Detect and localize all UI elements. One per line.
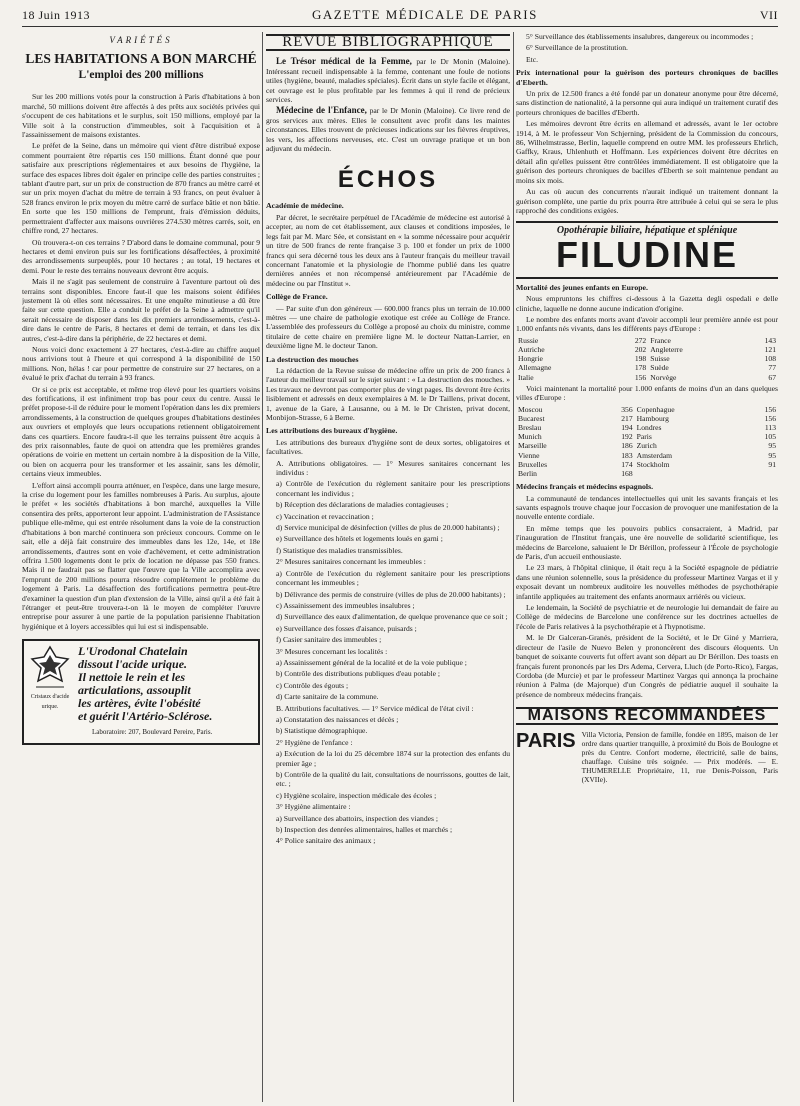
mortality-value: 156 bbox=[764, 404, 776, 414]
news-paragraph: — Par suite d'un don généreux — 600.000 francs plus un terrain de 10.000 mètres — une chaire de pathologie exotique est créée au Collège de France. L'assemblée des professeurs du Collège a proposé au choix du ministre, comme titulaire de cette chaire en première ligne M. le docteur Nattan-Larrier, en deuxième ligne M. le docteur Tanon. bbox=[266, 303, 510, 351]
hygiene-list-item: 4° Police sanitaire des animaux ; bbox=[276, 836, 376, 846]
hygiene-list-item: c) Assainissement des immeubles insalubres ; bbox=[276, 600, 415, 610]
mortality-value: 143 bbox=[764, 335, 776, 345]
hygiene-list-item: d) Surveillance des eaux d'alimentation, de quelque provenance que ce soit ; bbox=[276, 612, 508, 622]
news-paragraph: Nous empruntons les chiffres ci-dessous à la Gazetta degli ospedali e delle cliniche, laquelle ne donne aucune indication d'origine. bbox=[516, 294, 778, 313]
article-paragraph: Sur les 200 millions votés pour la construction à Paris d'habitations à bon marché, 50 millions doivent être affectés à des prêts aux sociétés privées qui s'occupent de ces habitations et le surplus, soit 150 millions, employé par la Ville soit à la construction d'immeubles, soit à l'acquisition et à l'assainissement de maisons existantes. bbox=[22, 92, 260, 140]
news-paragraph: Le nombre des enfants morts avant d'avoir accompli leur première année est pour 1.000 enfants nés vivants, dans les différents pays d'Europe : bbox=[516, 314, 778, 334]
ad-line: articulations, assouplit bbox=[78, 683, 191, 698]
hygiene-list-item: e) Surveillance des fosses d'aisance, puisards ; bbox=[276, 623, 417, 633]
article-paragraph: Le préfet de la Seine, dans un mémoire qui vient d'être distribué expose comment pourraient être répartis ces 150 millions. Étant donné que pour satisfaire aux prescriptions réglementaires et aux besoins de l'hygiène, la surface des espaces libres doit égaler en principe celle des parties construites ; tablant d'autre part, sur un prix de construction de 870 francs au mètre carré et sur un prix moyen d'achat du mètre de terrain à 93 francs, on peut évaluer à 528 francs environ le prix moyen du mètre carré de surface bâtie et non bâtie. En sorte que les 150 millions de l'emprunt, frais d'émission déduits, permettraient d'affecter aux maisons ouvrières 274.530 mètres carrés, soit, en chiffre rond, 27 hectares. bbox=[22, 141, 260, 236]
header-title: GAZETTE MÉDICALE DE PARIS bbox=[311, 7, 538, 22]
city-row bbox=[516, 432, 778, 441]
hygiene-list-item: a) Surveillance des abattoirs, inspection des viandes ; bbox=[276, 813, 438, 823]
place-name: Paris bbox=[636, 432, 652, 442]
country-row bbox=[516, 336, 778, 345]
article-paragraph: Mais il ne s'agit pas seulement de construire à l'aventure partout où des terrains sont disponibles. Encore faut-il que les maisons soient édifiées justement là où elles sont nécessaires. Et une enquête minutieuse a dû être faite sur cette question. Elle a conduit le préfet de la Seine à admettre qu'il serait nécessaire de disposer dans les dix premiers arrondissements, c'est-à-dire dans le centre de Paris, 8 hectares et demi de terrain, et dans les dix autres, c'est-à-dire dans la périphérie, de 22 hectares et demi. bbox=[22, 277, 260, 343]
mortality-value: 156 bbox=[764, 413, 776, 423]
mortality-value: 194 bbox=[621, 422, 633, 432]
mortality-value: 91 bbox=[768, 459, 776, 469]
filudine-subtitle: Opothérapie biliaire, hépatique et splénique bbox=[556, 225, 738, 237]
hygiene-list-item: 2° Mesures sanitaires concernant les immeubles : bbox=[276, 557, 426, 567]
hygiene-list-item: d) Carte sanitaire de la commune. bbox=[276, 692, 379, 702]
article-paragraph: Où trouvera-t-on ces terrains ? D'abord dans le domaine communal, pour 9 hectares et demi environ puis sur les fortifications désaffectées, à proximité des arrondissements surpeuplés, pour 10 hectares ; au total, 19 hectares et demi. Pour le reste des terrains nouveaux devront être acquis. bbox=[22, 237, 260, 275]
hygiene-list-item: 2° Hygiène de l'enfance : bbox=[276, 737, 353, 747]
news-paragraph: Voici maintenant la mortalité pour 1.000 enfants de moins d'un an dans quelques villes d'Europe : bbox=[516, 383, 778, 403]
news-paragraph: Les mémoires devront être écrits en allemand et adressés, avant le 1er octobre 1914, à M. le professeur Von Schjerning, président de la Commission du concours, 86, Wilhelmstrasse, Berlin, laquelle comprend en outre MM. les professeurs Ehrlich, Gaffky, Kraus, Uhlenhuth et Hoffmann. Les expériences doivent être décrites en détail afin qu'elles puissent être contrôlées immédiatement. Il est obligatoire que la guérison des porteurs chroniques de bacilles d'Eberth se soit maintenue pendant au moins six mois. bbox=[516, 119, 778, 185]
ad-line: L'Urodonal Chatelain bbox=[78, 644, 188, 659]
article-paragraph: L'effort ainsi accompli pourra atténuer, en l'espèce, dans une large mesure, la crise du logement pour les familles nombreuses à Paris. Au surplus, ajoute le préfet « les sociétés d'habitations à bon marché, auxquelles la Ville consentira des prêts, apporteront leur appoint. L'administration de l'Assistance publique elle-même, qui est entrée résolument dans la voie de la construction d'habitations à bon marché continuera son précieux concours. Comme on le sait, elle a déjà fait construire des immeubles dans les 12e, 14e, et 18e arrondissements, d'autres sont en voie d'achèvement, et cette administration offrira 1.500 logements dont le prix de location ne dépasse pas 550 francs. Mais il ne faudrait pas se flatter que l'œuvre que la Ville accomplira avec l'emprunt de 200 millions pourra résoudre complètement le problème du logement à Paris. La désaffection des fortifications permettra peut-être d'examiner la question d'un plan d'extension de la Ville, ainsi qu'il a été fait à l'étranger et peut-être trouvera-t-on là le moyen de compléter l'œuvre entreprise pour assurer à une partie de la population parisienne l'habitation hygiénique et à loyers accessibles qui lui est si indispensable. bbox=[22, 480, 260, 631]
place-name: Angleterre bbox=[650, 344, 683, 354]
ad-line: et guérit l'Artério-Sclérose. bbox=[78, 709, 213, 724]
place-name: Hambourg bbox=[636, 413, 669, 423]
hygiene-list-item: b) Inspection des denrées alimentaires, halles et marchés ; bbox=[276, 825, 453, 835]
mortality-value: 121 bbox=[764, 344, 776, 354]
column-1 bbox=[22, 32, 260, 1102]
news-subheading: Les attributions des bureaux d'hygiène. bbox=[266, 426, 398, 436]
mortality-value: 113 bbox=[764, 422, 776, 432]
news-subheading: Collège de France. bbox=[266, 292, 328, 302]
hygiene-list-item: f) Casier sanitaire des immeubles ; bbox=[276, 635, 382, 645]
book-review: par le Dr Monin (Maloine). Intéressant recueil indispensable à la femme, contenant une foule de notions utiles (hygiène, beauté, maladies spéciales). Écrit dans un style facile et élégant, cet ouvrage est le plus profitable par les femmes à qui il rend de précieux services. bbox=[266, 57, 510, 105]
hygiene-list-item: d) Service municipal de désinfection (villes de plus de 20.000 habitants) ; bbox=[276, 523, 500, 533]
city-row bbox=[516, 469, 778, 478]
mortality-value: 217 bbox=[621, 413, 633, 423]
country-row bbox=[516, 345, 778, 354]
filudine-title: FILUDINE bbox=[556, 233, 738, 275]
countries-mortality-table bbox=[516, 336, 778, 382]
section-rubric: VARIÉTÉS bbox=[109, 35, 173, 45]
place-name: Munich bbox=[518, 432, 542, 442]
hygiene-list-item: b) Contrôle de la qualité du lait, consultations de nourrissons, gouttes de lait, etc. ; bbox=[276, 770, 510, 789]
article-subtitle: L'emploi des 200 millions bbox=[78, 69, 204, 82]
hygiene-list-item: b) Contrôle des distributions publiques d'eau potable ; bbox=[276, 669, 440, 679]
place-name: Suisse bbox=[650, 354, 670, 364]
city-row bbox=[516, 414, 778, 423]
place-name: Copenhague bbox=[636, 404, 675, 414]
country-row bbox=[516, 363, 778, 372]
ad-text bbox=[78, 645, 212, 739]
mortality-value: 108 bbox=[764, 354, 776, 364]
hygiene-list-item: e) Surveillance des hôtels et logements loués en garni ; bbox=[276, 534, 443, 544]
mortality-value: 168 bbox=[621, 469, 633, 478]
crystal-icon bbox=[30, 645, 70, 691]
hygiene-list-item: b) Réception des déclarations de maladies contagieuses ; bbox=[276, 500, 449, 510]
mortality-value: 77 bbox=[768, 363, 776, 373]
hygiene-list-item: a) Exécution de la loi du 25 décembre 1874 sur la protection des enfants du premier âge ; bbox=[276, 749, 510, 768]
place-name: Hongrie bbox=[518, 354, 543, 364]
city-row bbox=[516, 423, 778, 432]
hygiene-list-item: b) Délivrance des permis de construire (villes de plus de 20.000 habitants) ; bbox=[276, 589, 506, 599]
news-paragraph: Au cas où aucun des concurrents n'aurait indiqué un traitement donnant la guérison complète, une partie du prix pourra être attribuée à celui qui se sera le plus rapproché des conditions exigées. bbox=[516, 187, 778, 215]
mortality-value: 105 bbox=[764, 432, 776, 442]
place-name: Londres bbox=[636, 422, 662, 432]
column-divider bbox=[262, 32, 263, 1102]
mortality-value: 67 bbox=[768, 372, 776, 382]
hygiene-list-item: B. Attributions facultatives. — 1° Service médical de l'état civil : bbox=[276, 703, 474, 713]
column-divider bbox=[513, 32, 514, 1102]
ad-logo-caption: Cristaux d'acide urique. bbox=[30, 694, 70, 710]
mortality-value bbox=[752, 469, 778, 478]
place-name: Stockholm bbox=[636, 459, 670, 469]
place-name: Amsterdam bbox=[636, 450, 673, 460]
place-name: Breslau bbox=[518, 422, 542, 432]
place-name: Marseille bbox=[518, 441, 547, 451]
filudine-advertisement bbox=[516, 221, 778, 278]
hygiene-list-item: A. Attributions obligatoires. — 1° Mesures sanitaires concernant les individus : bbox=[276, 458, 510, 478]
news-subheading: Médecins français et médecins espagnols. bbox=[516, 482, 654, 492]
list-item: 6° Surveillance de la prostitution. bbox=[526, 43, 628, 53]
hygiene-list-item: a) Contrôle de l'exécution du règlement sanitaire pour les prescriptions concernant les immeubles ; bbox=[276, 568, 510, 588]
place-name: Bucarest bbox=[518, 413, 545, 423]
echos-heading: ÉCHOS bbox=[337, 166, 439, 194]
news-subheading: Mortalité des jeunes enfants en Europe. bbox=[516, 282, 648, 292]
mortality-value: 272 bbox=[634, 335, 647, 345]
news-paragraph: La rédaction de la Revue suisse de médecine offre un prix de 200 francs à l'auteur du meilleur travail sur le sujet suivant : « La destruction des mouches. » Les travaux ne devront pas comporter plus de vingt pages. Ils devront être écrits lisiblement et adressés en deux exemplaires à M. le Dr Taillens, privat docent, 1, avenue de la Gare, à Lausanne, ou à M. le Dr Christen, privat docent, Monbijon-Strasse, 6 à Berne. bbox=[266, 365, 510, 422]
hygiene-list-item: c) Contrôle des égouts ; bbox=[276, 680, 349, 690]
country-row bbox=[516, 354, 778, 363]
news-paragraph: En même temps que les pouvoirs publics consacraient, à Madrid, par l'inauguration de l'Institut français, une ère nouvelle de solidarité scientifique, les médecins de Barcelone, saluaient le Dr Bérillon, professeur à l'École de psychologie de Paris, d'un accueil enthousiaste. bbox=[516, 523, 778, 562]
book-title: Le Trésor médical de la Femme, bbox=[276, 56, 412, 67]
mortality-value: 183 bbox=[621, 450, 633, 460]
mortality-value: 198 bbox=[634, 354, 647, 364]
column-3 bbox=[516, 32, 778, 1102]
ad-illustration bbox=[28, 645, 72, 739]
header-date: 18 Juin 1913 bbox=[22, 7, 91, 22]
hygiene-list-item: a) Constatation des naissances et décès ; bbox=[276, 714, 399, 724]
article-paragraph: Or si ce prix est acceptable, et même trop élevé pour les quartiers voisins des fortifications, il est infiniment trop bas pour ceux du centre. Aussi le préfet propose-t-il de réduire pour le moment l'opération dans les dix premiers arrondissements, à la construction de quelques groupes d'habitations destinées aux ouvriers et employés que leurs occupations retiennent obligatoirement dans ces quartiers. Encore faudra-t-il que les terrains puissent être acquis à des prix raisonnables, faute de quoi on attendra que les premières grandes opérations de voirie en mettent un certain nombre à la disposition de la Ville, ou bien on acquerra pour les transformer et les assainir, sans les démolir, certains vieux immeubles. bbox=[22, 384, 260, 479]
paris-listing bbox=[516, 730, 778, 784]
city-row bbox=[516, 405, 778, 414]
hygiene-list-item: a) Assainissement général de la localité et de la voie publique ; bbox=[276, 657, 467, 667]
ad-line: dissout l'acide urique. bbox=[78, 657, 188, 672]
mortality-value: 356 bbox=[621, 404, 633, 414]
place-name: Norvège bbox=[650, 372, 677, 382]
hygiene-list-item: b) Statistique démographique. bbox=[276, 726, 368, 736]
place-name: Italie bbox=[518, 372, 534, 382]
column-2 bbox=[266, 32, 510, 1102]
place-name: Berlin bbox=[518, 469, 537, 478]
city-row bbox=[516, 441, 778, 450]
news-subheading: Prix international pour la guérison des porteurs chroniques de bacilles d'Eberth. bbox=[516, 68, 778, 87]
urodonal-advertisement bbox=[22, 639, 260, 745]
place-name: Zurich bbox=[636, 441, 657, 451]
news-paragraph: Le 23 mars, à l'hôpital clinique, il était reçu à la Société espagnole de pédiatrie dans une réunion solennelle, sous la présidence du professeur Martinez Vargas et il y exposait devant un nombreux auditoire les nouvelles méthodes de psychothérapie infantile appliquées au traitement des enfants anormaux arriérés ou vicieux. bbox=[516, 563, 778, 601]
hygiene-list-item: a) Contrôle de l'exécution du règlement sanitaire pour les prescriptions concernant les individus ; bbox=[276, 479, 510, 498]
article-title: LES HABITATIONS A BON MARCHÉ bbox=[25, 51, 257, 67]
book-title: Médecine de l'Enfance, bbox=[276, 105, 367, 116]
news-paragraph: Un prix de 12.500 francs a été fondé par un donateur anonyme pour être décerné, sans distinction de nationalité, à la personne qui aura indiqué un traitement curatif des porteurs chroniques de bacilles d'Eberth. bbox=[516, 89, 778, 117]
mortality-value: 156 bbox=[634, 372, 647, 382]
maisons-heading: MAISONS RECOMMANDÉES bbox=[516, 707, 778, 724]
news-paragraph: La communauté de tendances intellectuelles qui unit les savants français et les savants espagnols trouve chaque jour l'occasion de provoquer une manifestation de la nouvelle entente cordiale. bbox=[516, 493, 778, 522]
news-subheading: La destruction des mouches bbox=[266, 354, 359, 364]
news-paragraph: M. le Dr Galceran-Granés, président de la Société, et le Dr Giné y Marriera, directeur de l'asile de Nuevo Belen y prononcèrent des discours éloquents. Un banquet de soixante couverts fut offert avant son départ au Dr Bérillon. Des toasts en français furent prononcés par les Drs Adema, Cervera, Lluch (de Porto-Rico), Fargas, Cordoba (de Murcie) et par le professeur Martinez Vargas qui annonça la prochaine réunion à Palma (de Majorque) d'un Congrès de pédiatrie auquel il souhaite la présence de nombreux médecins français. bbox=[516, 633, 778, 699]
ad-line: les artères, évite l'obésité bbox=[78, 696, 201, 711]
list-item: 5° Surveillance des établissements insalubres, dangereux ou incommodes ; bbox=[526, 32, 754, 41]
cities-mortality-table bbox=[516, 405, 778, 479]
hygiene-list-item: 3° Mesures concernant les localités : bbox=[276, 646, 388, 656]
paris-text: Villa Victoria, Pension de famille, fondée en 1895, maison de 1er ordre dans quartier tranquille, à proximité du Bois de Boulogne et près du Centre. Confort moderne, électricité, salle de bains, chauffage. Cuisine très soignée. — Prix modérés. — E. THUMERELLE Propriétaire, 11, rue Denis-Poisson, Paris (XVIIe). bbox=[581, 729, 778, 784]
hygiene-list bbox=[266, 459, 510, 846]
news-paragraph: Par décret, le secrétaire perpétuel de l'Académie de médecine est autorisé à accepter, au nom de cet établissement, aux clauses et conditions imposées, le legs fait par M. Marc Sée, et consistant en « la somme nécessaire pour acquérir un titre de 500 francs de rente française 3 p. 100 et fonder un prix de 1000 francs qui sera décerné tous les deux ans à l'auteur français du meilleur travail concernant l'anatomie et la physiologie de l'homme publié dans les quatre dernières années et non récompensé antérieurement par l'Académie de médecine ou par l'Institut ». bbox=[266, 212, 510, 288]
article-paragraph: Nous voici donc exactement à 27 hectares, c'est-à-dire au chiffre auquel nous arrivions tout à l'heure et qui correspond à la disponibilité de 150 millions. Non, hélas ! car pour permettre de construire sur 27 hectares, on a évalué le prix d'achat du terrain à 93 francs. bbox=[22, 344, 260, 383]
ad-line: Il nettoie le rein et les bbox=[78, 670, 185, 685]
mortality-value: 95 bbox=[768, 450, 776, 460]
place-name: Russie bbox=[518, 335, 539, 345]
city-row bbox=[516, 451, 778, 460]
place-name: France bbox=[650, 335, 671, 345]
mortality-value: 178 bbox=[634, 363, 647, 373]
place-name bbox=[635, 469, 752, 478]
news-paragraph: Le lendemain, la Société de psychiatrie et de neurologie lui demandait de faire au Collège de médecins de Barcelone une conférence sur les doctrines actuelles de l'école de Paris relatives à la psychothérapie et à l'hypnotisme. bbox=[516, 603, 778, 631]
place-name: Vienne bbox=[518, 450, 540, 460]
mortality-value: 192 bbox=[621, 432, 633, 442]
hygiene-list-item: c) Hygiène scolaire, inspection médicale des écoles ; bbox=[276, 790, 437, 800]
mortality-value: 186 bbox=[621, 441, 633, 451]
place-name: Moscou bbox=[518, 404, 543, 414]
list-item: Etc. bbox=[526, 54, 539, 64]
header-page-number: VII bbox=[759, 7, 778, 22]
country-row bbox=[516, 373, 778, 382]
city-row bbox=[516, 460, 778, 469]
hygiene-list-item: 3° Hygiène alimentaire : bbox=[276, 802, 351, 812]
bibliography-heading: REVUE BIBLIOGRAPHIQUE bbox=[266, 34, 510, 51]
place-name: Allemagne bbox=[518, 363, 552, 373]
mortality-value: 174 bbox=[621, 459, 633, 469]
news-paragraph: Les attributions des bureaux d'hygiène sont de deux sortes, obligatoires et facultatives. bbox=[266, 437, 510, 457]
hygiene-list-item: c) Vaccination et revaccination ; bbox=[276, 511, 374, 521]
paris-label: PARIS bbox=[516, 729, 576, 752]
book-review: par le Dr Monin (Maloine). Ce livre rend de gros services aux mères. Elles le consultent avec profit dans les maintes circonstances. Elles trouvent de précieuses indications sur les fièvres éruptives, les vers, les affections nerveuses, etc. C'est un ouvrage pratique et un bon adjuvant du médecin. bbox=[266, 106, 510, 154]
mortality-value: 95 bbox=[768, 441, 776, 451]
place-name: Bruxelles bbox=[518, 459, 548, 469]
page-header bbox=[22, 4, 778, 27]
place-name: Autriche bbox=[518, 344, 545, 354]
news-subheading: Académie de médecine. bbox=[266, 201, 344, 211]
place-name: Suède bbox=[650, 363, 669, 373]
mortality-value: 202 bbox=[634, 344, 647, 354]
ad-address: Laboratoire: 207, Boulevard Pereire, Paris. bbox=[92, 728, 213, 737]
hygiene-list-item: f) Statistique des maladies transmissibles. bbox=[276, 545, 403, 555]
